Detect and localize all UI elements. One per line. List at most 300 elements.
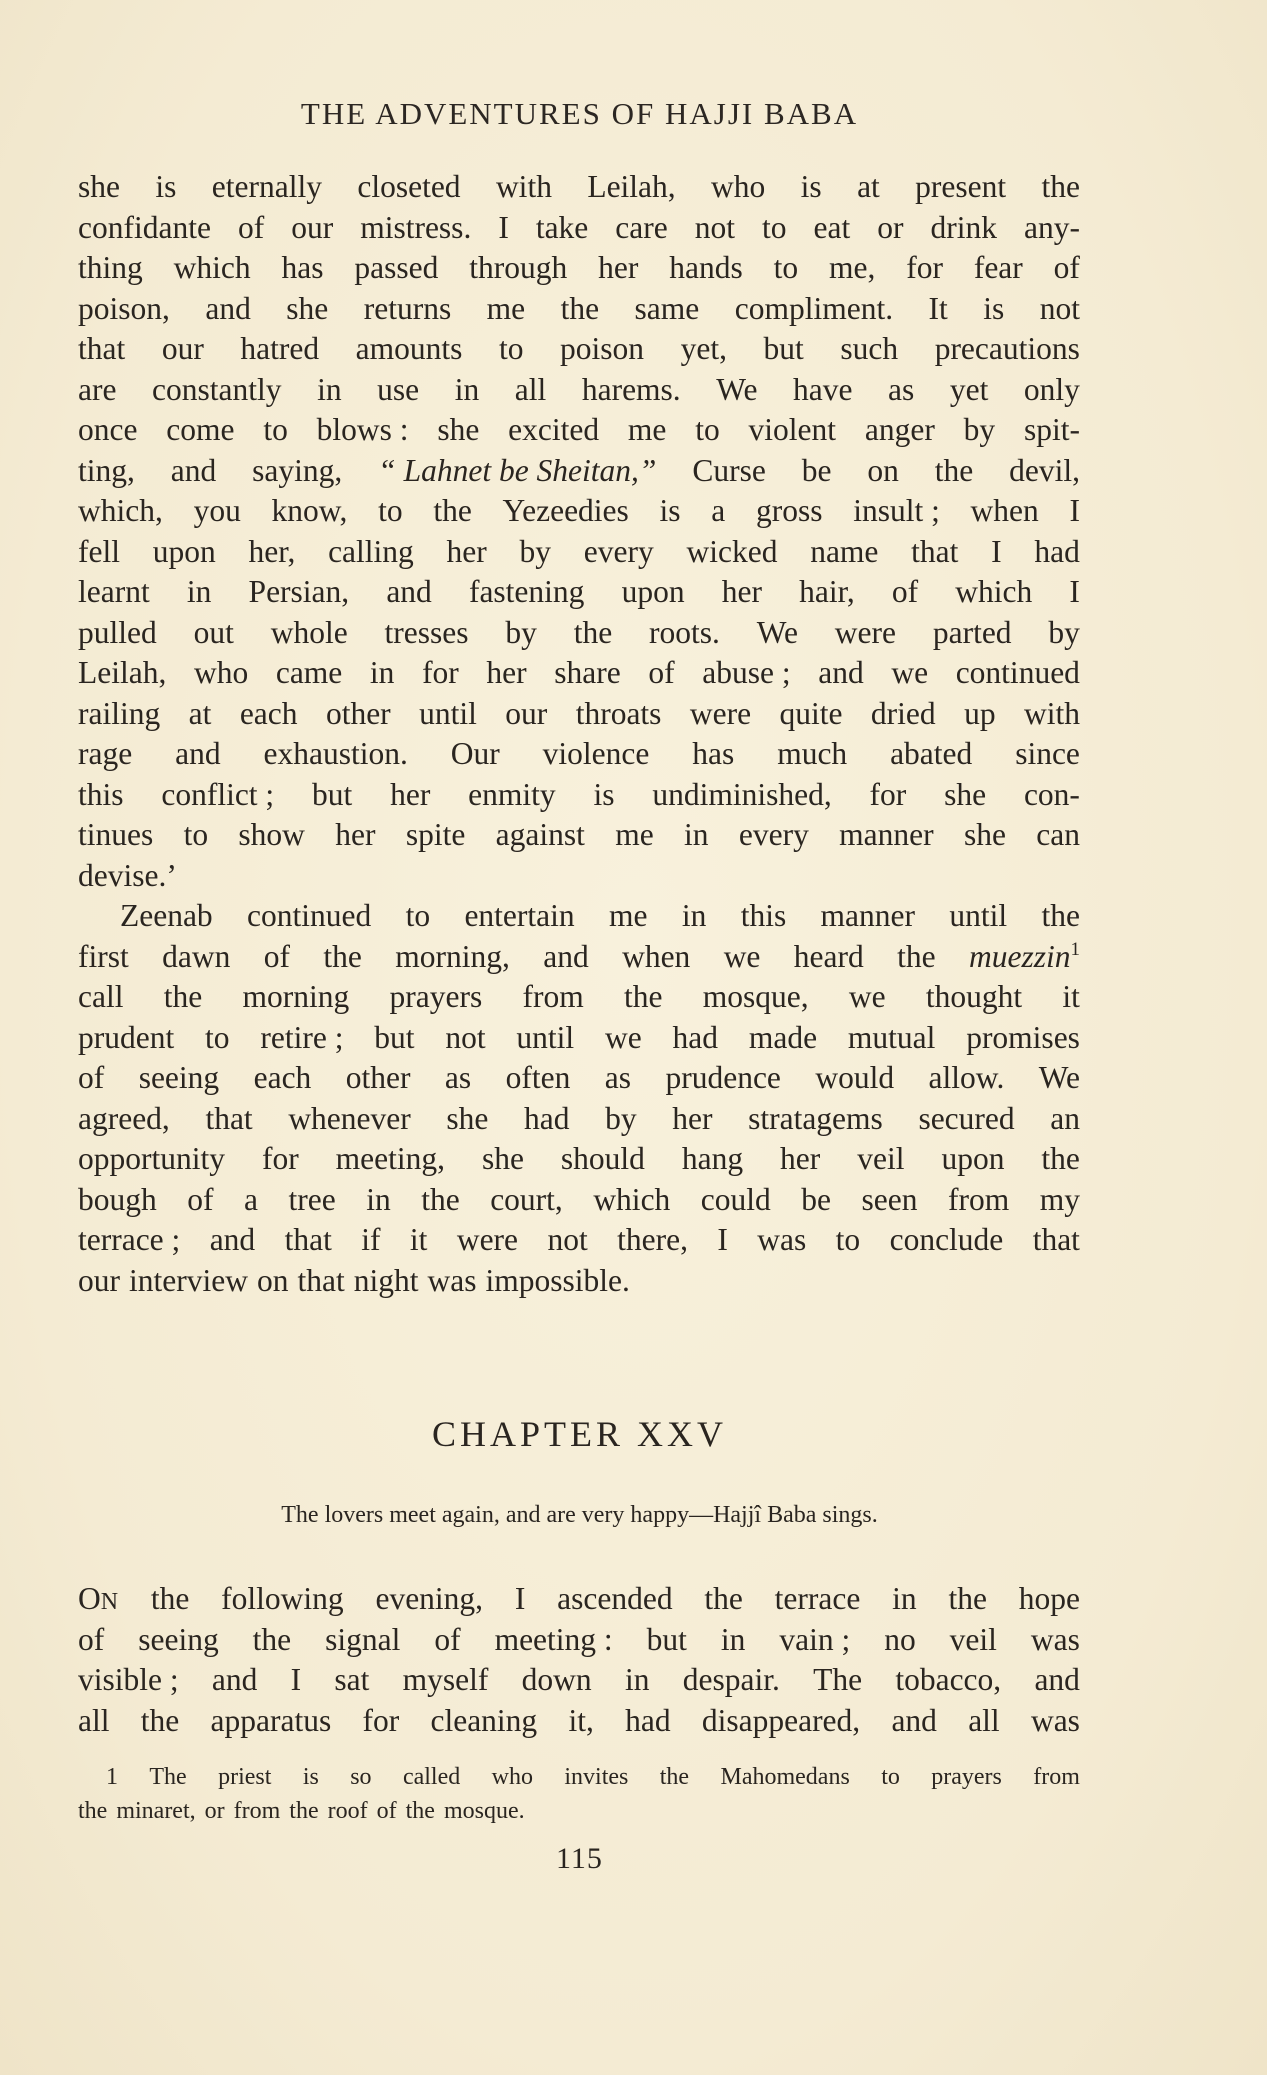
word: the (560, 290, 600, 326)
word: We (1038, 1060, 1080, 1095)
text-line (78, 410, 1080, 451)
word: the (659, 1764, 690, 1790)
word: ascended (557, 1581, 673, 1616)
word: The (149, 1764, 187, 1790)
word: blows : (316, 412, 409, 447)
text-line (78, 653, 1080, 694)
word: the (150, 1581, 190, 1616)
word: learnt (78, 574, 150, 609)
word: were (689, 695, 752, 731)
word: were (456, 1222, 519, 1257)
word: you (193, 493, 241, 528)
word: as (444, 1060, 472, 1095)
word: to (405, 898, 431, 933)
word: morning, (395, 938, 510, 974)
word: the (405, 1798, 435, 1824)
word: by (1048, 614, 1080, 650)
word: spite (405, 817, 466, 852)
word: all (968, 1702, 1000, 1738)
word: in (720, 1621, 746, 1657)
word: myself (402, 1662, 489, 1697)
word: was (757, 1222, 807, 1257)
word: other (345, 1060, 411, 1095)
word: I (717, 1222, 728, 1257)
word: I (498, 209, 509, 245)
word: amounts (355, 331, 463, 366)
word: and (891, 1702, 937, 1738)
word: with (1023, 695, 1080, 731)
word: or (204, 1798, 225, 1824)
word: terrace (774, 1581, 861, 1616)
body-text-chapter (78, 1579, 1080, 1741)
word: mistress. (360, 209, 472, 245)
word: for (869, 776, 907, 812)
word: from (522, 979, 584, 1014)
word: once (78, 412, 138, 447)
word: she (446, 1100, 489, 1136)
word: night (353, 1262, 419, 1298)
word: abuse ; (702, 655, 791, 690)
text-line (78, 1139, 1080, 1180)
word: through (469, 250, 568, 285)
word: mutual (847, 1019, 936, 1055)
word: is (593, 776, 615, 812)
word: and (1034, 1662, 1080, 1697)
word: tresses (384, 614, 469, 650)
word: the (433, 493, 472, 528)
word: we (723, 938, 761, 974)
word: for (261, 1141, 299, 1176)
word: we (891, 655, 929, 690)
word: that (911, 533, 959, 569)
word: Persian, (248, 574, 350, 609)
word: of (648, 655, 675, 690)
word: prayers (389, 979, 483, 1014)
text-line (78, 532, 1080, 573)
word: 1 (106, 1764, 118, 1790)
text-line (78, 1579, 1080, 1620)
word: abated (890, 736, 973, 771)
word: who (711, 169, 766, 204)
word: undiminished, (652, 776, 832, 812)
word: cleaning (430, 1702, 538, 1738)
word: not (445, 1019, 486, 1055)
word: retire ; (260, 1019, 344, 1055)
word: in (317, 371, 342, 407)
word: come (166, 412, 235, 447)
word: is (800, 169, 822, 204)
word: as (888, 371, 915, 407)
word: be (801, 1181, 832, 1217)
word: the (623, 979, 663, 1014)
word: “ Lahnet be Sheitan,” (378, 452, 657, 488)
word: each (253, 1060, 312, 1095)
word: to (498, 331, 524, 366)
word: minaret, (116, 1798, 196, 1824)
text-line (78, 613, 1080, 654)
word: conflict ; (161, 776, 275, 812)
text-line (78, 248, 1080, 289)
word: this (78, 776, 124, 812)
word: me (615, 817, 654, 852)
word: she (944, 776, 987, 812)
word: continued (955, 655, 1080, 690)
word: ting, (78, 452, 135, 488)
initial-capital: O (78, 1581, 101, 1616)
word: until (949, 898, 1008, 933)
word: but (763, 331, 804, 366)
word: the (289, 1798, 319, 1824)
word: of (237, 209, 265, 245)
word: had (1034, 533, 1080, 569)
word: dawn (162, 938, 231, 974)
word: down (521, 1662, 592, 1697)
word: excited (508, 412, 600, 447)
word: first (78, 938, 129, 974)
word: passed (354, 250, 439, 285)
word: parted (932, 614, 1012, 650)
text-line (78, 1620, 1080, 1661)
word: prudent (78, 1019, 175, 1055)
word: me (486, 290, 526, 326)
text-line (78, 815, 1080, 856)
word: is (155, 169, 177, 204)
word: returns (363, 290, 452, 326)
word: on (256, 1262, 289, 1298)
word: often (505, 1060, 571, 1095)
word: the (1041, 169, 1080, 204)
word: to (762, 209, 787, 245)
word: was (427, 1262, 477, 1298)
word: rage (78, 736, 133, 771)
word: who (491, 1764, 533, 1790)
word: priest (218, 1764, 272, 1790)
word: to (205, 1019, 230, 1055)
word: mosque, (702, 979, 809, 1014)
word: came (275, 655, 343, 690)
word: secured (918, 1100, 1015, 1136)
text-line (78, 775, 1080, 816)
word: hands (669, 250, 743, 285)
word: calling (328, 533, 414, 569)
word: the (323, 938, 362, 974)
word: saying, (252, 452, 343, 488)
word: if (361, 1222, 381, 1257)
text-line (78, 937, 1080, 978)
word: against (495, 817, 585, 852)
word: to (695, 412, 720, 447)
word: it (1062, 979, 1080, 1014)
word: until (419, 695, 477, 731)
word: I (514, 1581, 526, 1616)
word: the (78, 1798, 108, 1824)
word: the (163, 979, 203, 1014)
word: confidante (78, 209, 211, 245)
word: a (244, 1181, 258, 1217)
word: not (547, 1222, 588, 1257)
word: from (1033, 1764, 1080, 1790)
word: all (514, 371, 547, 407)
word: but (646, 1621, 687, 1657)
word: poison (560, 331, 645, 366)
word: of (376, 1798, 397, 1824)
word: her (446, 533, 487, 569)
word: when (970, 493, 1039, 528)
word: not (1039, 290, 1080, 326)
word: I (1069, 574, 1080, 609)
word: harems. (581, 371, 681, 407)
word: use (377, 371, 420, 407)
word: yet (949, 371, 989, 407)
word: dried (870, 695, 936, 731)
word: devise.’ (78, 857, 177, 893)
word: that (284, 1222, 332, 1257)
word: hatred (240, 331, 320, 366)
word: her (390, 776, 431, 812)
word: We (716, 371, 758, 407)
word: only (1023, 371, 1080, 407)
text-line (78, 896, 1080, 937)
word: I (991, 533, 1002, 569)
word: at (188, 695, 212, 731)
word: Our (450, 736, 500, 771)
word: allow. (928, 1060, 1005, 1095)
word: yet, (680, 331, 727, 366)
word: every (583, 533, 654, 569)
word: upon (152, 533, 216, 569)
word: our (291, 209, 334, 245)
footnote-marker: 1 (1070, 938, 1080, 960)
word: my (1039, 1181, 1080, 1217)
word: that (78, 331, 126, 366)
word: compliment. (734, 290, 894, 326)
word: know, (271, 493, 348, 528)
word: our (78, 1262, 120, 1298)
word: Mahomedans (720, 1764, 850, 1790)
text-line (78, 1180, 1080, 1221)
word: she (963, 817, 1006, 852)
word: impossible. (485, 1262, 630, 1298)
word: had (625, 1702, 671, 1738)
word: fell (78, 533, 120, 569)
word: thought (925, 979, 1023, 1014)
word: a (711, 493, 726, 528)
word: hope (1018, 1581, 1080, 1616)
word: violent (748, 412, 837, 447)
word: of (263, 938, 290, 974)
word: I (290, 1662, 302, 1697)
word: seeing (138, 1060, 220, 1095)
word: the (704, 1581, 743, 1616)
body-text-top (78, 167, 1080, 1301)
word: quite (779, 695, 843, 731)
word: she (437, 412, 480, 447)
word: vain ; (779, 1621, 851, 1657)
word: up (964, 695, 996, 731)
word: was (1030, 1621, 1080, 1657)
word: We (756, 614, 798, 650)
word: wicked (686, 533, 778, 569)
word: signal (325, 1621, 401, 1657)
word: she (78, 169, 120, 204)
word: mosque. (443, 1798, 525, 1824)
word: in (681, 898, 707, 933)
word: Yezeedies (502, 493, 629, 528)
word: for (906, 250, 943, 285)
word: invites (564, 1764, 629, 1790)
word: by (963, 412, 996, 447)
word: it, (568, 1702, 594, 1738)
footnote-line (78, 1794, 1080, 1828)
word: upon (941, 1141, 1005, 1176)
word: since (1015, 736, 1080, 771)
word: name (810, 533, 879, 569)
word: terrace ; (78, 1222, 181, 1257)
word: when (622, 938, 691, 974)
word: from (233, 1798, 281, 1824)
word: made (748, 1019, 818, 1055)
word: devil, (1009, 452, 1080, 488)
word: con- (1023, 776, 1080, 812)
word: our (161, 331, 204, 366)
word: the (140, 1702, 180, 1738)
word: her (598, 250, 639, 285)
word: eat (813, 209, 851, 245)
text-line (78, 451, 1080, 492)
word: but (374, 1019, 415, 1055)
word: continued (247, 898, 372, 933)
word: roots. (649, 614, 720, 650)
word: violence (542, 736, 650, 771)
word: have (793, 371, 853, 407)
word: were (834, 614, 896, 650)
word: of (891, 574, 919, 609)
word: bough (78, 1181, 157, 1217)
word: pulled (78, 614, 157, 650)
word: in (369, 655, 395, 690)
word: insult ; (853, 493, 940, 528)
word: hang (681, 1141, 744, 1176)
word: of (434, 1621, 461, 1657)
word: prudence (665, 1060, 781, 1095)
word: me (609, 898, 648, 933)
word: in (454, 371, 480, 407)
word: me (627, 412, 667, 447)
word: apparatus (210, 1702, 332, 1738)
word: the (897, 938, 936, 974)
word: she (286, 290, 329, 326)
word: we (848, 979, 886, 1014)
word: the (934, 452, 974, 488)
word: as (604, 1060, 632, 1095)
text-line (78, 1660, 1080, 1701)
word: Leilah, (78, 655, 167, 690)
word: fastening (468, 574, 585, 609)
word: of (78, 1060, 105, 1095)
word: whole (270, 614, 348, 650)
word: has (281, 250, 324, 285)
text-line (78, 572, 1080, 613)
word: would (815, 1060, 895, 1095)
word: spit- (1023, 412, 1080, 447)
word: seen (861, 1181, 918, 1217)
word: tinues (78, 817, 154, 852)
word: the (948, 1581, 987, 1616)
word: all (78, 1702, 110, 1738)
word: I (1069, 493, 1080, 528)
word: prayers (931, 1764, 1002, 1790)
word: and (211, 1662, 258, 1697)
word: which (955, 574, 1033, 609)
word: called (402, 1764, 461, 1790)
word: railing (78, 695, 161, 731)
word: entertain (464, 898, 575, 933)
text-line (78, 977, 1080, 1018)
word: exhaustion. (263, 736, 408, 771)
word: her (780, 1141, 821, 1176)
word: conclude (889, 1222, 1004, 1257)
word: to (835, 1222, 861, 1257)
word: it (409, 1222, 428, 1257)
word: not (694, 209, 735, 245)
word: her (721, 574, 762, 609)
word: following (221, 1581, 344, 1616)
word: is (983, 290, 1005, 326)
chapter-initial (78, 1579, 119, 1620)
word: Leilah, (587, 169, 676, 204)
word: had (672, 1019, 719, 1055)
word: poison, (78, 290, 170, 326)
word: in (892, 1581, 917, 1616)
word: promises (966, 1019, 1080, 1055)
word: so (350, 1764, 372, 1790)
word: upon (621, 574, 685, 609)
word: has (692, 736, 735, 771)
word: share (554, 655, 621, 690)
word: evening, (375, 1581, 484, 1616)
word: until (516, 1019, 575, 1055)
word: drink (930, 209, 997, 245)
word: tree (288, 1181, 336, 1217)
word: tobacco, (895, 1662, 1002, 1697)
word: who (193, 655, 249, 690)
text-line (78, 208, 1080, 249)
word: that (297, 1262, 345, 1298)
word: show (238, 817, 305, 852)
text-line (78, 491, 1080, 532)
word: of (187, 1181, 214, 1217)
word: stratagems (748, 1100, 883, 1136)
word: visible ; (78, 1662, 179, 1697)
word: closeted (357, 169, 461, 204)
word: to (378, 493, 403, 528)
word: to (263, 412, 288, 447)
word: and (175, 736, 221, 771)
initial-small-caps: N (100, 1589, 120, 1615)
word: the (252, 1621, 292, 1657)
word: hair, (799, 574, 855, 609)
word: the (573, 614, 613, 650)
word: we (605, 1019, 642, 1055)
word: manner (820, 898, 916, 933)
text-line (78, 370, 1080, 411)
footnote-reference (969, 937, 1080, 978)
word: call (78, 979, 124, 1014)
word: and (386, 574, 432, 609)
word: in (684, 817, 709, 852)
word: muezzin (968, 938, 1071, 974)
text-line (78, 1701, 1080, 1742)
